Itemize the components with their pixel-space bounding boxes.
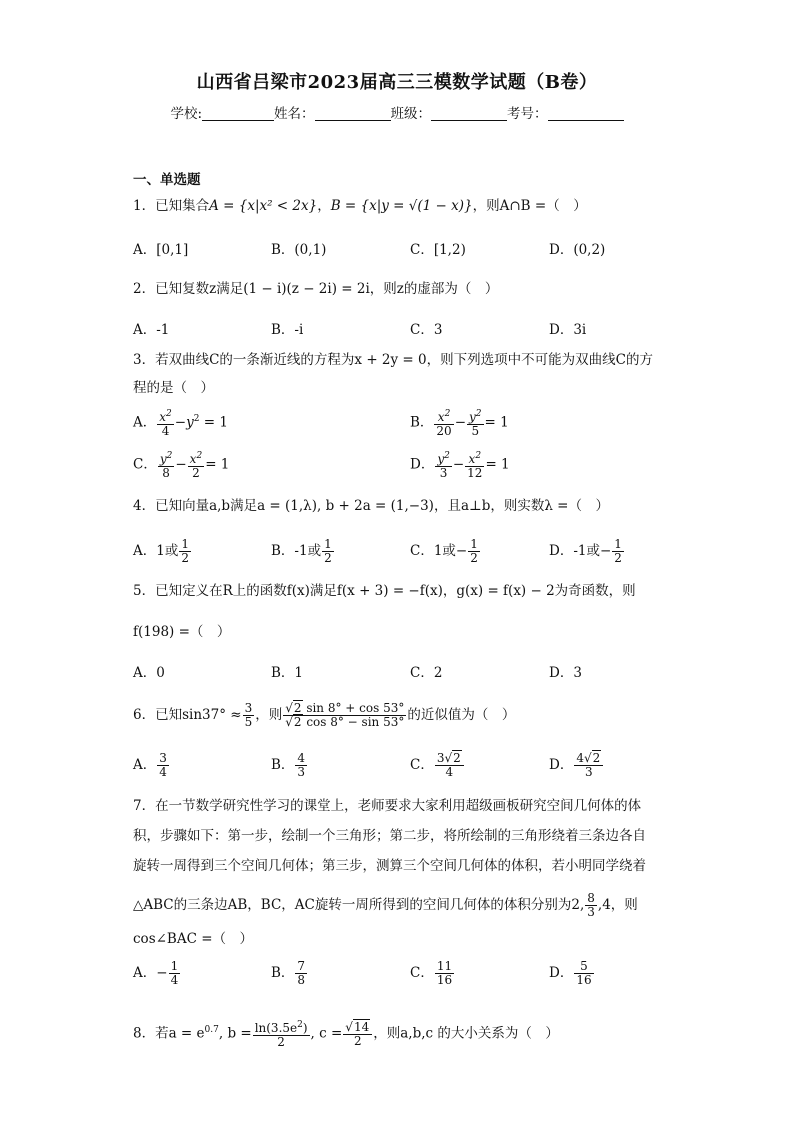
number-label: 考号： — [507, 106, 548, 122]
q3-a-label: A． — [133, 414, 157, 431]
q4-b-text: B．-1或 — [271, 543, 322, 559]
q6-option-a[interactable]: A． $\frac{3}{4}$ — [133, 751, 167, 779]
class-label: 班级： — [390, 106, 432, 122]
q2-option-d[interactable]: D．3i — [549, 322, 587, 338]
q4-option-a[interactable]: A．1或 $\frac{1}{2}$ — [133, 537, 189, 565]
class-blank — [431, 106, 507, 121]
q3-option-d[interactable]: D． $\frac{y^2}{3}$ − $\frac{x^2}{12}$ = 1 — [410, 451, 510, 480]
q6-mid: ，则 — [255, 707, 283, 723]
question-5-line-1: 5．已知定义在R上的函数f(x)满足f(x + 3) = −f(x)，g(x) = f(x) − 2为奇函数，则 — [133, 583, 636, 599]
q1-option-a[interactable]: A．[0,1] — [133, 242, 189, 258]
q1-sep: ， — [317, 198, 331, 214]
q6-post: 的近似值为（ ） — [407, 707, 516, 723]
question-6: 6．已知sin37° ≈ $\frac{3}{5}$ ，则 $\frac{√2 \sin 8^\circ + \cos 53^\circ}{√2 \cos 8^\circ - \sin 53^\circ}$ 的近似值为（ ） — [133, 701, 516, 729]
q8-post: ，则a,b,c 的大小关系为（ ） — [373, 1025, 559, 1042]
q4-option-c[interactable]: C．1或− $\frac{1}{2}$ — [410, 537, 478, 565]
q7-a-label: A．− — [133, 965, 168, 981]
q2-option-b[interactable]: B．-i — [271, 322, 304, 338]
q8-b-pre: , b = — [218, 1025, 252, 1042]
question-7-line-4: △ABC的三条边AB，BC，AC旋转一周所得到的空间几何体的体积分别为2, $\frac{8}{3}$ ,4，则 — [133, 891, 638, 919]
section-heading: 一、单选题 — [133, 172, 201, 188]
q7-option-d[interactable]: D． $\frac{5}{16}$ — [549, 959, 592, 987]
question-3-line-1: 3．若双曲线C的一条渐近线的方程为x + 2y = 0，则下列选项中不可能为双曲线C的方 — [133, 352, 653, 368]
q5-option-d[interactable]: D．3 — [549, 665, 582, 681]
q6-option-d[interactable]: D． $\frac{4√2}{3}$ — [549, 752, 604, 779]
q6-option-c[interactable]: C． $\frac{3√2}{4}$ — [410, 752, 465, 779]
q7-options — [133, 960, 693, 996]
question-2: 2．已知复数z满足(1 − i)(z − 2i) = 2i，则z的虚部为（ ） — [133, 281, 499, 297]
q3-option-c[interactable]: C． $\frac{y^2}{8}$ − $\frac{x^2}{2}$ = 1 — [133, 451, 230, 480]
q1-option-d[interactable]: D．(0,2) — [549, 242, 606, 258]
question-7-line-3: 旋转一周得到三个空间几何体；第三步，测算三个空间几何体的体积，若小明同学绕着 — [133, 858, 646, 874]
q1-options — [133, 238, 693, 268]
q7-d-label: D． — [549, 965, 574, 981]
q4-options — [133, 538, 693, 574]
question-1 — [133, 198, 587, 214]
q8-exponent: 0.7 — [204, 1025, 219, 1035]
q4-d-text: D．-1或− — [549, 543, 612, 559]
q7-line4-text: △ABC的三条边AB，BC，AC旋转一周所得到的空间几何体的体积分别为2, — [133, 897, 585, 913]
q6-pre: 6．已知sin37° ≈ — [133, 707, 242, 723]
q7-option-a[interactable]: A．− $\frac{1}{4}$ — [133, 959, 179, 987]
q7-line4-tail: ,4，则 — [597, 897, 638, 913]
question-3-line-2: 程的是（ ） — [133, 380, 214, 396]
q6-expression: $\frac{√2 \sin 8^\circ + \cos 53^\circ}{√2 \cos 8^\circ - \sin 53^\circ}$ — [285, 701, 405, 729]
q5-option-c[interactable]: C．2 — [410, 665, 443, 681]
question-7-line-2: 积，步骤如下：第一步，绘制一个三角形；第二步，将所绘制的三角形绕着三条边各自 — [133, 828, 646, 844]
q2-option-a[interactable]: A．-1 — [133, 322, 170, 338]
q7-c-label: C． — [410, 965, 434, 981]
q1-option-c[interactable]: C．[1,2) — [410, 242, 466, 258]
school-blank — [202, 106, 274, 121]
q5-option-a[interactable]: A．0 — [133, 665, 165, 681]
q2-options — [133, 318, 693, 348]
q6-b-label: B． — [271, 757, 295, 773]
question-7-line-5: cos∠BAC =（ ） — [133, 931, 254, 947]
q3-option-a[interactable]: A． $\frac{x^2}{4}$ $-y^2 = 1$ — [133, 409, 228, 438]
page-title: 山西省吕梁市2023届高三三模数学试题（B卷） — [196, 72, 598, 93]
q6-options — [133, 752, 693, 788]
q4-option-b[interactable]: B．-1或 $\frac{1}{2}$ — [271, 537, 332, 565]
q6-a-label: A． — [133, 757, 157, 773]
q1-set-a: A = {x|x² < 2x} — [209, 198, 318, 214]
q7-option-b[interactable]: B． $\frac{7}{8}$ — [271, 959, 306, 987]
q6-c-label: C． — [410, 757, 434, 773]
q2-option-c[interactable]: C．3 — [410, 322, 443, 338]
number-blank — [548, 106, 624, 121]
q7-option-c[interactable]: C． $\frac{11}{16}$ — [410, 959, 453, 987]
q1-set-b: B = {x|y = √(1 − x)} — [330, 198, 473, 214]
student-info-line — [0, 102, 794, 122]
q4-option-d[interactable]: D．-1或− $\frac{1}{2}$ — [549, 537, 622, 565]
question-4: 4．已知向量a,b满足a = (1,λ), b + 2a = (1,−3)，且a⊥b，则实数λ =（ ） — [133, 498, 609, 514]
q7-b-label: B． — [271, 965, 295, 981]
q4-c-text: C．1或− — [410, 543, 468, 559]
q6-option-b[interactable]: B． $\frac{4}{3}$ — [271, 751, 306, 779]
q8-pre: 8．若a = e — [133, 1025, 205, 1042]
q5-options — [133, 661, 693, 691]
q4-a-text: A．1或 — [133, 543, 179, 559]
q3-option-b[interactable]: B． $\frac{x^2}{20}$ − $\frac{y^2}{5}$ = 1 — [410, 409, 509, 438]
question-5-line-2: f(198) =（ ） — [133, 624, 231, 640]
question-7-line-1: 7．在一节数学研究性学习的课堂上，老师要求大家利用超级画板研究空间几何体的体 — [133, 798, 642, 814]
question-8: 8．若$a = e^{0.7}$, b = $\frac{\ln(3.5e^2)}{2}$ , c = $\frac{√14}{2}$ ，则a,b,c 的大小关系为（ ） — [133, 1019, 559, 1049]
name-blank — [315, 106, 391, 121]
school-label: 学校: — [170, 106, 203, 122]
q1-ask: ，则A∩B =（ ） — [472, 198, 587, 214]
q3-options — [133, 408, 693, 478]
q1-lead: 1．已知集合 — [133, 198, 210, 214]
q1-option-b[interactable]: B．(0,1) — [271, 242, 327, 258]
q5-option-b[interactable]: B．1 — [271, 665, 304, 681]
q3-c-label: C． — [133, 456, 157, 473]
q3-b-label: B． — [410, 414, 434, 431]
q3-d-label: D． — [410, 456, 435, 473]
q8-c-pre: , c = — [310, 1025, 343, 1042]
q6-d-label: D． — [549, 757, 574, 773]
name-label: 姓名： — [274, 106, 315, 122]
